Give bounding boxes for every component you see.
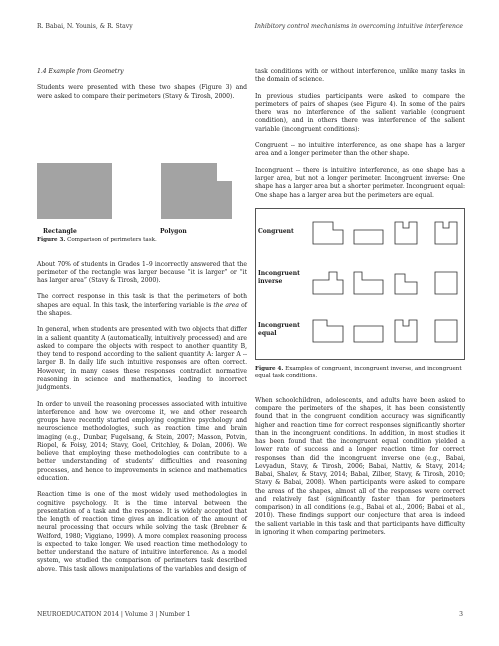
equal-shape-2 [354,326,383,342]
row-label-line: equal [258,330,277,337]
row-label-line: inverse [258,278,283,285]
figure-4-caption-text: Examples of congruent, incongruent inverse, and incongruent equal task conditions. [255,366,462,380]
polygon-label: Polygon [160,228,187,236]
paragraph: Congruent -- no intuitive interference, as one shape has a larger area and a longer perimeter than the other shape. [255,142,465,158]
inverse-shape-1 [313,272,343,294]
congruent-shape-3 [395,222,417,244]
left-column [37,68,247,582]
row-label-incongruent-inverse [258,270,300,286]
row-label-line: Incongruent [258,270,300,277]
equal-shape-3 [395,320,417,342]
paragraph: Students were presented with these two shapes (Figure 3) and were asked to compare their perimeters (Stavy & Tirosh, 2000). [37,84,247,100]
paragraph: Reaction time is one of the most widely used methodologies in cognitive psychology. It is the time interval between the presentation of a task and the response. It is widely accepted that the length of reaction time gives an indication of the amount of neural processing that occurs while solving the task (Brebner & Welford, 1980; Viggiano, 1999). A more complex reasoning process is expected to take longer. We used reaction time methodology to better understand the nature of intuitive interference. As a model system, we studied the comparison of perimeters task described above. This task allows manipulations of the variables and design of [37,491,247,573]
row-label-incongruent-equal [258,322,300,338]
figure-3-caption-text: Comparison of perimeters task. [65,237,157,244]
figure-4-row-incongruent-equal [313,320,457,342]
inverse-shape-2 [354,272,383,294]
footer-journal: NEUROEDUCATION 2014 | Volume 3 | Number 1 [37,611,191,618]
figure-3-caption [37,237,247,244]
congruent-shape-2 [354,230,383,244]
equal-shape-4 [435,320,457,342]
paragraph [37,293,247,318]
polygon-shape [161,163,232,219]
paragraph: In order to unveil the reasoning processes associated with intuitive interference and how we overcome it, we and other research groups have recently started employing cognitive psychology and neuroscience methodologies, such as reaction time and brain imaging (e.g., Dunbar, Fugelsang, & Stein, 2007; Masson, Potvin, Riopel, & Foisy, 2014; Stavy, Goel, Critchley, & Dolan, 2006). We believe that employing these methodologies can contribute to a better understanding of students’ difficulties and reasoning processes, and hence to improvements in science and mathematics education. [37,400,247,482]
figure-4-caption-label: Figure 4. [255,366,284,372]
paragraph: In general, when students are presented with two objects that differ in a salient quantity A (automatically, intuitively processed) and are asked to compare the objects with respect to another quantity B, they tend to respond according to the salient quantity A: larger A -- larger B. In daily life such intuitive responses are often correct. However, in many cases these responses contradict normative reasoning in science and mathematics, leading to incorrect judgments. [37,326,247,392]
paragraph: Incongruent -- there is intuitive interference, as one shape has a larger area, but not a longer perimeter. Incongruent inverse: One shape has a larger area but a shorter perimeter. Incongruent equal: One shape has a larger area but the perimeters are equal. [255,166,465,199]
paragraph: In previous studies participants were asked to compare the perimeters of pairs of shapes (see Figure 4). In some of the pairs there was no interference of the salient variable (congruent condition), and in others there was interference of the salient variable (incongruent conditions): [255,92,465,133]
row-label-congruent: Congruent [258,228,294,235]
paragraph: task conditions with or without interference, unlike many tasks in the domain of science. [255,68,465,84]
figure-3-shapes [37,109,247,227]
equal-shape-1 [313,320,343,342]
running-header-title: Inhibitory control mechanisms in overcoming intuitive interference [254,23,463,30]
congruent-shape-4 [435,222,457,244]
paragraph: About 70% of students in Grades 1–9 incorrectly answered that the perimeter of the rectangle was larger because “it is larger” or “it has larger area” (Stavy & Tirosh, 2000). [37,260,247,285]
row-label-line: Incongruent [258,322,300,329]
figure-3 [37,109,247,236]
emphasis-text: the area [213,301,239,309]
inverse-shape-4 [435,272,457,294]
section-title: 1.4 Example from Geometry [37,68,124,75]
paragraph-text: The correct response in this task is that the perimeters of both shapes are equal. In this task, the interfering variable is [37,293,247,309]
paragraph-text: of the shapes. [37,301,247,317]
inverse-shape-3 [395,274,417,294]
congruent-shape-1 [313,222,343,244]
figure-4 [255,208,465,360]
figure-4-row-incongruent-inverse [313,272,457,294]
right-column [255,68,465,545]
figure-3-caption-label: Figure 3. [37,237,66,244]
page-number: 3 [459,611,463,618]
figure-4-caption [255,366,465,381]
rectangle-label: Rectangle [43,228,77,236]
running-header-authors: R. Babai, N. Younis, & R. Stavy [37,23,133,30]
rectangle-shape [37,163,112,219]
figure-4-row-congruent [313,222,457,244]
paragraph: When schoolchildren, adolescents, and adults have been asked to compare the perimeters of the shapes, it has been consistently found that in the congruent condition accuracy was significantly higher and reaction time for correct responses significantly shorter than in the incongruent conditions. In addition, in most studies it has been found that the incongruent equal condition yielded a lower rate of success and a longer reaction time for correct responses than did the incongruent inverse one (e.g., Babai, Levyadun, Stavy, & Tirosh, 2006; Babai, Nattiv, & Stavy, 2014; Babai, Shalev, & Stavy, 2014; Babai, Zilber, Stavy, & Tirosh, 2010; Stavy & Babai, 2008). When participants were asked to compare the areas of the shapes, almost all of the responses were correct and relatively fast (significantly faster than for perimeters comparison) in all conditions (e.g., Babai et al., 2006; Babai et al., 2010). These findings support our conjecture that area is indeed the salient variable in this task and that participants have difficulty in ignoring it when comparing perimeters. [255,396,465,536]
